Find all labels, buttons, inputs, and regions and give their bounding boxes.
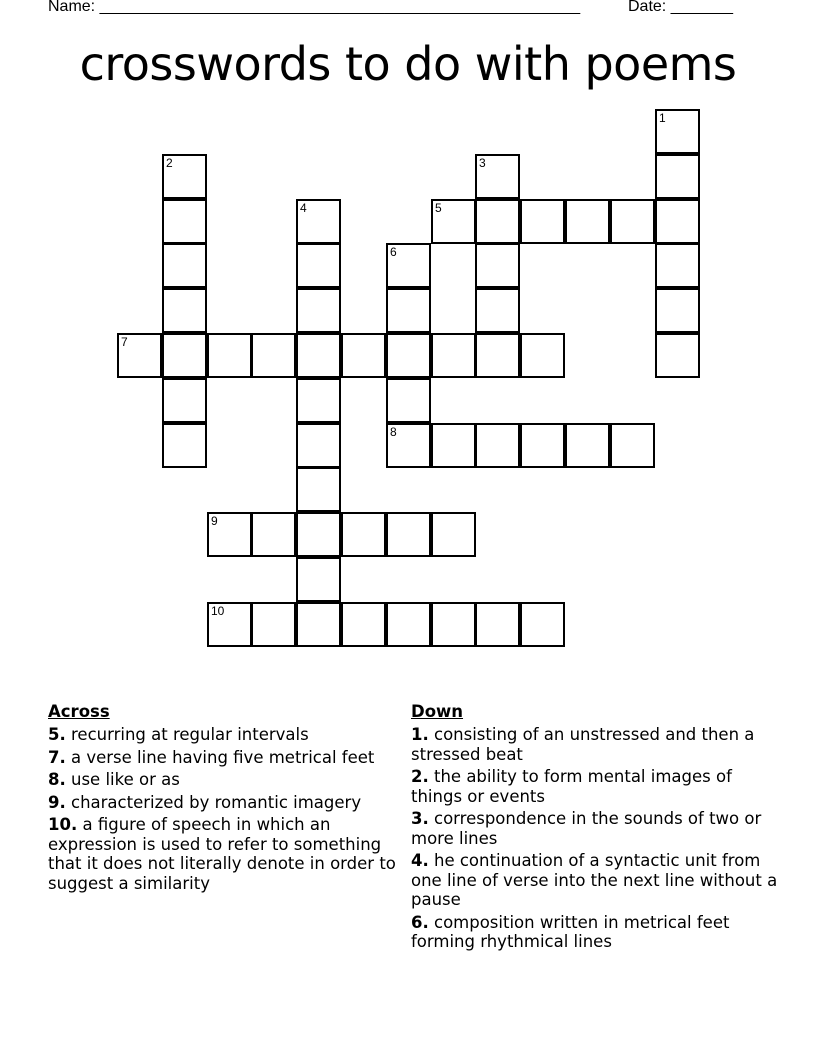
grid-cell[interactable] xyxy=(296,512,341,557)
grid-cell[interactable] xyxy=(117,333,162,378)
grid-cell[interactable] xyxy=(386,333,431,378)
clue-text: a verse line having five metrical feet xyxy=(71,747,375,767)
clue-down-3 xyxy=(411,809,783,848)
grid-cell[interactable] xyxy=(475,423,520,468)
grid-cell[interactable] xyxy=(431,423,476,468)
grid-cell[interactable] xyxy=(296,378,341,423)
grid-cell[interactable] xyxy=(431,602,476,647)
across-clues xyxy=(48,702,408,896)
grid-cell[interactable] xyxy=(296,288,341,333)
grid-cell[interactable] xyxy=(341,512,386,557)
clue-text: correspondence in the sounds of two or more lines xyxy=(411,809,762,848)
grid-cell[interactable] xyxy=(296,333,341,378)
cell-number: 6 xyxy=(390,245,397,259)
clue-text: use like or as xyxy=(71,770,180,789)
grid-cell[interactable] xyxy=(610,199,655,244)
grid-cell[interactable] xyxy=(565,423,610,468)
clue-number: 2. xyxy=(411,767,429,786)
cell-number: 5 xyxy=(435,201,442,215)
across-heading: Across xyxy=(48,702,110,721)
clue-number: 6. xyxy=(411,912,429,932)
grid-cell[interactable] xyxy=(520,199,565,244)
clue-text: he continuation of a syntactic unit from one line of verse into the next line without a pause xyxy=(411,851,778,909)
clue-across-10 xyxy=(48,815,408,893)
down-heading: Down xyxy=(411,702,464,721)
grid-cell[interactable] xyxy=(207,512,252,557)
cell-number: 1 xyxy=(659,111,666,125)
grid-cell[interactable] xyxy=(162,199,207,244)
cell-number: 8 xyxy=(390,425,397,439)
grid-cell[interactable] xyxy=(207,602,252,647)
grid-cell[interactable] xyxy=(162,288,207,333)
clue-number: 5. xyxy=(48,725,66,744)
clue-across-9 xyxy=(48,793,408,813)
cell-number: 2 xyxy=(166,156,173,170)
grid-cell[interactable] xyxy=(251,512,296,557)
grid-cell[interactable] xyxy=(341,333,386,378)
grid-cell[interactable] xyxy=(296,243,341,288)
page-title: crosswords to do with poems xyxy=(79,37,737,91)
clue-text: consisting of an unstressed and then a stressed beat xyxy=(411,725,755,764)
clue-down-2 xyxy=(411,767,783,806)
grid-cell[interactable] xyxy=(431,333,476,378)
grid-cell[interactable] xyxy=(296,557,341,602)
clue-number: 7. xyxy=(48,747,66,767)
grid-cell[interactable] xyxy=(475,199,520,244)
grid-cell[interactable] xyxy=(162,243,207,288)
grid-cell[interactable] xyxy=(386,602,431,647)
down-clues xyxy=(411,702,783,955)
grid-cell[interactable] xyxy=(520,333,565,378)
clue-text: a figure of speech in which an expression is used to refer to something that it does not literally denote in order to suggest a similarity xyxy=(48,815,396,893)
grid-cell[interactable] xyxy=(162,423,207,468)
grid-cell[interactable] xyxy=(520,602,565,647)
grid-cell[interactable] xyxy=(162,333,207,378)
grid-cell[interactable] xyxy=(655,199,700,244)
grid-cell[interactable] xyxy=(386,512,431,557)
clue-text: the ability to form mental images of things or events xyxy=(411,767,732,806)
cell-number: 10 xyxy=(211,604,225,618)
grid-cell[interactable] xyxy=(475,154,520,199)
clue-down-1 xyxy=(411,725,783,764)
clue-number: 8. xyxy=(48,770,66,789)
grid-cell[interactable] xyxy=(162,154,207,199)
clue-number: 3. xyxy=(411,809,429,828)
grid-cell[interactable] xyxy=(475,288,520,333)
cell-number: 3 xyxy=(479,156,486,170)
grid-cell[interactable] xyxy=(251,602,296,647)
grid-cell[interactable] xyxy=(655,288,700,333)
grid-cell[interactable] xyxy=(251,333,296,378)
grid-cell[interactable] xyxy=(565,199,610,244)
grid-cell[interactable] xyxy=(386,288,431,333)
grid-cell[interactable] xyxy=(386,423,431,468)
clue-down-6 xyxy=(411,913,783,952)
name-line: Name: ______________________________________________________ xyxy=(48,0,581,15)
clue-text: characterized by romantic imagery xyxy=(71,792,362,812)
clue-text: composition written in metrical feet forming rhythmical lines xyxy=(411,912,730,951)
cell-number: 9 xyxy=(211,514,218,528)
clue-across-5 xyxy=(48,725,408,745)
grid-cell[interactable] xyxy=(610,423,655,468)
clue-number: 10. xyxy=(48,815,78,834)
clue-across-7 xyxy=(48,748,408,768)
grid-cell[interactable] xyxy=(207,333,252,378)
grid-cell[interactable] xyxy=(296,467,341,512)
grid-cell[interactable] xyxy=(475,333,520,378)
grid-cell[interactable] xyxy=(296,602,341,647)
date-line: Date: _______ xyxy=(628,0,733,15)
grid-cell[interactable] xyxy=(341,602,386,647)
clue-down-4 xyxy=(411,851,783,910)
grid-cell[interactable] xyxy=(475,602,520,647)
grid-cell[interactable] xyxy=(655,154,700,199)
grid-cell[interactable] xyxy=(655,109,700,154)
grid-cell[interactable] xyxy=(386,243,431,288)
grid-cell[interactable] xyxy=(296,423,341,468)
clue-text: recurring at regular intervals xyxy=(71,725,309,744)
grid-cell[interactable] xyxy=(655,243,700,288)
grid-cell[interactable] xyxy=(431,512,476,557)
grid-cell[interactable] xyxy=(431,199,476,244)
grid-cell[interactable] xyxy=(296,199,341,244)
grid-cell[interactable] xyxy=(655,333,700,378)
clue-number: 1. xyxy=(411,725,429,744)
clue-across-8 xyxy=(48,770,408,790)
clue-number: 4. xyxy=(411,851,429,870)
clue-number: 9. xyxy=(48,792,66,812)
cell-number: 4 xyxy=(300,201,307,215)
grid-cell[interactable] xyxy=(475,243,520,288)
grid-cell[interactable] xyxy=(162,378,207,423)
grid-cell[interactable] xyxy=(520,423,565,468)
cell-number: 7 xyxy=(121,335,128,349)
grid-cell[interactable] xyxy=(386,378,431,423)
